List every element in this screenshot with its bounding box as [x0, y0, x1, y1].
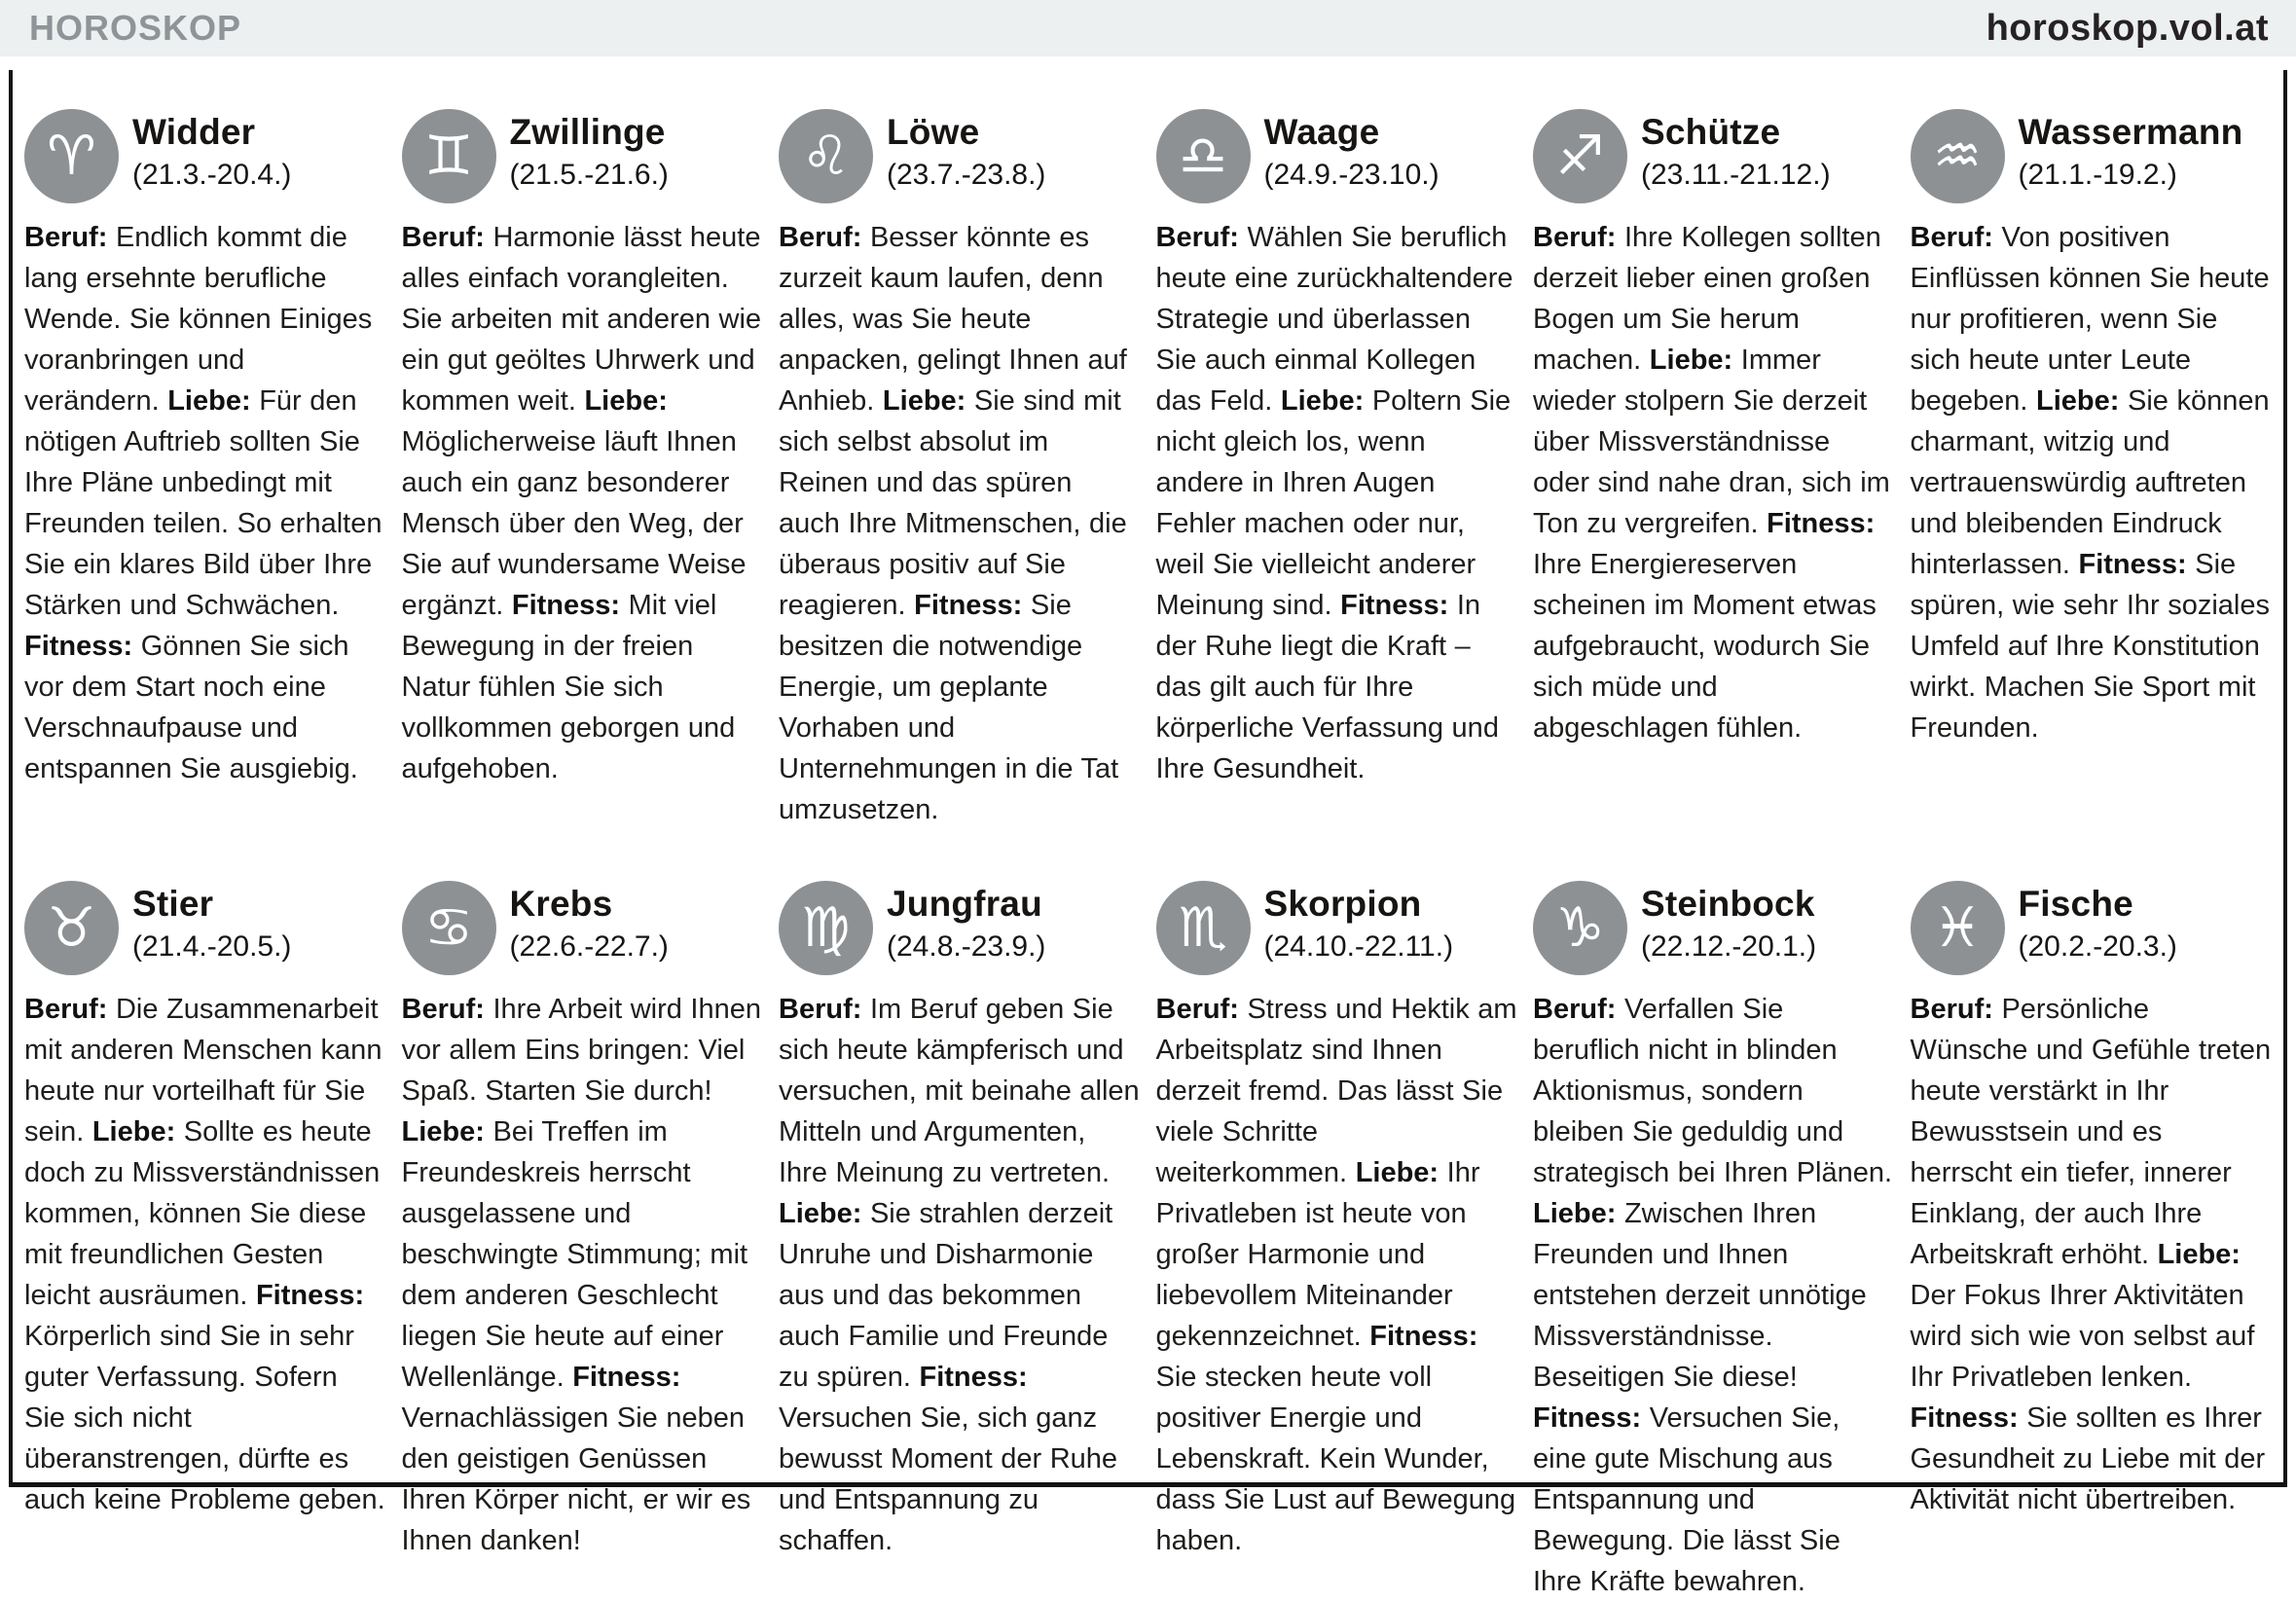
sign-text [779, 217, 1141, 830]
section-text: Sie können charmant, witzig und vertrauenswürdig auftreten und bleibenden Eindruck hinterlassen. [1910, 385, 2270, 580]
section-label: Liebe: [1533, 1198, 1617, 1229]
section-label: Beruf: [1910, 994, 1993, 1025]
sign-cell [1911, 881, 2273, 1602]
section-text: Besser könnte es zurzeit kaum laufen, denn alles, was Sie heute anpacken, gelingt Ihnen auf Anhieb. [779, 222, 1127, 417]
section-label: Beruf: [779, 994, 862, 1025]
sign-cell [1156, 109, 1518, 830]
section-text: In der Ruhe liegt die Kraft – das gilt auch für Ihre körperliche Verfassung und Ihre Gesundheit. [1155, 590, 1499, 784]
sign-header [1911, 881, 2273, 975]
section-label: Liebe: [2036, 385, 2120, 417]
sign-cell [1533, 109, 1895, 830]
sign-text [1156, 217, 1518, 789]
section-label: Beruf: [24, 994, 108, 1025]
section-text: Immer wieder stolpern Sie derzeit über Missverständnisse oder sind nahe dran, sich im Ton zu vergreifen. [1533, 345, 1890, 539]
sign-cell [24, 881, 386, 1602]
sign-header [779, 881, 1141, 975]
zodiac-glyph: ♋ [423, 895, 474, 960]
zodiac-glyph: ♒ [1932, 124, 1983, 188]
leo-lion-icon [779, 109, 873, 203]
zodiac-glyph: ♐ [1555, 124, 1605, 188]
section-text: Ihre Arbeit wird Ihnen vor allem Eins bringen: Viel Spaß. Starten Sie durch! [401, 994, 761, 1107]
section-text: Sie stecken heute voll positiver Energie und Lebenskraft. Kein Wunder, dass Sie Lust auf Bewegung haben. [1155, 1362, 1516, 1556]
sign-header [24, 109, 386, 203]
sign-cell [779, 881, 1141, 1602]
section-text: Sie spüren, wie sehr Ihr soziales Umfeld auf Ihre Konstitution wirkt. Machen Sie Sport mit Freunden. [1910, 549, 2270, 744]
zodiac-glyph: ♉ [47, 895, 96, 960]
section-label: Fitness: [2078, 549, 2187, 580]
virgo-maiden-icon [779, 881, 873, 975]
sign-name: Schütze [1641, 112, 1781, 152]
section-label: Liebe: [401, 1116, 485, 1147]
section-text: Wählen Sie beruflich heute eine zurückhaltendere Strategie und überlassen Sie auch einmal Kollegen das Feld. [1155, 222, 1513, 417]
section-label: Liebe: [2157, 1239, 2241, 1270]
section-text: Vernachlässigen Sie neben den geistigen Genüssen Ihren Körper nicht, er wir es Ihnen danken! [401, 1402, 751, 1556]
section-label: Beruf: [1910, 222, 1993, 253]
section-label: Beruf: [401, 994, 485, 1025]
zodiac-glyph: ♌ [801, 124, 851, 188]
section-text: Der Fokus Ihrer Aktivitäten wird sich wie von selbst auf Ihr Privatleben lenken. [1910, 1280, 2255, 1393]
sign-name: Jungfrau [887, 884, 1042, 924]
taurus-bull-icon [24, 881, 119, 975]
sign-cell [1911, 109, 2273, 830]
horoscope-grid [13, 70, 2283, 1597]
sagittarius-archer-icon [1533, 109, 1627, 203]
zodiac-glyph: ♎ [1178, 124, 1228, 188]
section-label: Beruf: [779, 222, 862, 253]
section-label: Liebe: [167, 385, 251, 417]
sign-name: Widder [132, 112, 256, 152]
sign-dates: (21.4.-20.5.) [132, 929, 292, 963]
section-label: Liebe: [1280, 385, 1365, 417]
sign-name: Waage [1263, 112, 1380, 152]
sign-cell [1533, 881, 1895, 1602]
section-label: Liebe: [882, 385, 966, 417]
section-label: Beruf: [1533, 222, 1617, 253]
section-text: Poltern Sie nicht gleich los, wenn andere in Ihren Augen Fehler machen oder nur, weil Sie vielleicht anderer Meinung sind. [1155, 385, 1512, 621]
sign-header [24, 881, 386, 975]
section-label: Fitness: [511, 590, 621, 621]
sign-dates: (21.5.-21.6.) [509, 158, 669, 191]
sign-dates: (23.11.-21.12.) [1641, 158, 1831, 191]
zodiac-glyph: ♍ [801, 895, 851, 960]
capricorn-goat-icon [1533, 881, 1627, 975]
section-text: Sollte es heute doch zu Missverständnissen kommen, können Sie diese mit freundlichen Gesten leicht ausräumen. [24, 1116, 381, 1311]
sign-dates: (24.8.-23.9.) [887, 929, 1046, 963]
sign-header [402, 881, 764, 975]
sign-cell [24, 109, 386, 830]
section-text: Für den nötigen Auftrieb sollten Sie Ihre Pläne unbedingt mit Freunden teilen. So erhalten Sie ein klares Bild über Ihre Stärken und Schwächen. [24, 385, 383, 621]
zodiac-glyph: ♑ [1555, 895, 1605, 960]
sign-text [1911, 217, 2273, 748]
sign-name: Krebs [509, 884, 613, 924]
zodiac-glyph: ♏ [1178, 895, 1228, 960]
section-text: Versuchen Sie, eine gute Mischung aus Entspannung und Bewegung. Die lässt Sie Ihre Kräfte bewahren. [1533, 1402, 1840, 1597]
section-label: Liebe: [91, 1116, 176, 1147]
pisces-fish-icon [1911, 881, 2005, 975]
section-text: Harmonie lässt heute alles einfach vorangleiten. Sie arbeiten mit anderen wie ein gut geöltes Uhrwerk und kommen weit. [401, 222, 762, 417]
section-label: Beruf: [24, 222, 108, 253]
sign-header [1156, 109, 1518, 203]
section-label: Liebe: [779, 1198, 862, 1229]
sign-header [1156, 881, 1518, 975]
section-text: Persönliche Wünsche und Gefühle treten heute verstärkt in Ihr Bewusstsein und es herrscht ein tiefer, innerer Einklang, der auch Ihre Arbeitskraft erhöht. [1910, 994, 2272, 1270]
section-label: Beruf: [1533, 994, 1617, 1025]
aquarius-waterbearer-icon [1911, 109, 2005, 203]
sign-header [1911, 109, 2273, 203]
sign-text [24, 989, 386, 1520]
section-text: Stress und Hektik am Arbeitsplatz sind Ihnen derzeit fremd. Das lässt Sie viele Schritte weiterkommen. [1155, 994, 1517, 1188]
section-text: Endlich kommt die lang ersehnte berufliche Wende. Sie können Einiges voranbringen und verändern. [24, 222, 373, 417]
sign-dates: (22.12.-20.1.) [1641, 929, 1817, 963]
section-label: Fitness: [1910, 1402, 2019, 1434]
libra-scales-icon [1156, 109, 1251, 203]
zodiac-glyph: ♓ [1932, 895, 1983, 960]
aries-ram-icon [24, 109, 119, 203]
section-text: Die Zusammenarbeit mit anderen Menschen kann heute nur vorteilhaft für Sie sein. [24, 994, 383, 1147]
section-text: Von positiven Einflüssen können Sie heute nur profitieren, wenn Sie sich heute unter Leute begeben. [1910, 222, 2270, 417]
scorpio-scorpion-icon [1156, 881, 1251, 975]
zodiac-glyph: ♊ [423, 124, 474, 188]
sign-header [1533, 109, 1895, 203]
section-text: Mit viel Bewegung in der freien Natur fühlen Sie sich vollkommen geborgen und aufgehoben. [401, 590, 736, 784]
section-label: Fitness: [1369, 1321, 1478, 1352]
sign-cell [779, 109, 1141, 830]
section-text: Versuchen Sie, sich ganz bewusst Moment der Ruhe und Entspannung zu schaffen. [779, 1402, 1118, 1556]
sign-text [1911, 989, 2273, 1520]
sign-header [402, 109, 764, 203]
section-label: Beruf: [401, 222, 485, 253]
section-label: Liebe: [1649, 345, 1733, 376]
sign-dates: (21.3.-20.4.) [132, 158, 292, 191]
sign-dates: (20.2.-20.3.) [2018, 929, 2177, 963]
horoscope-frame [9, 70, 2287, 1597]
sign-dates: (21.1.-19.2.) [2018, 158, 2177, 191]
section-label: Beruf: [1155, 222, 1239, 253]
sign-header [1533, 881, 1895, 975]
sign-name: Löwe [887, 112, 980, 152]
section-text: Ihr Privatleben ist heute von großer Harmonie und liebevollem Miteinander gekennzeichnet. [1155, 1157, 1480, 1352]
sign-dates: (24.10.-22.11.) [1263, 929, 1454, 963]
sign-cell [1156, 881, 1518, 1602]
section-text: Körperlich sind Sie in sehr guter Verfassung. Sofern Sie sich nicht überanstrengen, dürfte es auch keine Probleme geben. [24, 1321, 385, 1515]
sign-name: Zwillinge [509, 112, 666, 152]
sign-text [402, 217, 764, 789]
sign-text [1156, 989, 1518, 1561]
page-title: HOROSKOP [29, 8, 242, 48]
section-text: Sie sind mit sich selbst absolut im Reinen und das spüren auch Ihre Mitmenschen, die überaus positiv auf Sie reagieren. [779, 385, 1127, 621]
gemini-twins-icon [402, 109, 496, 203]
sign-text [779, 989, 1141, 1561]
sign-header [779, 109, 1141, 203]
section-text: Sie sollten es Ihrer Gesundheit zu Liebe mit der Aktivität nicht übertreiben. [1910, 1402, 2266, 1515]
section-text: Gönnen Sie sich vor dem Start noch eine Verschnaufpause und entspannen Sie ausgiebig. [24, 631, 358, 784]
section-text: Ihre Energiereserven scheinen im Moment etwas aufgebraucht, wodurch Sie sich müde und abgeschlagen fühlen. [1533, 549, 1877, 744]
sign-cell [402, 881, 764, 1602]
sign-name: Wassermann [2018, 112, 2243, 152]
section-label: Fitness: [919, 1362, 1028, 1393]
sign-dates: (23.7.-23.8.) [887, 158, 1046, 191]
section-label: Fitness: [1340, 590, 1449, 621]
sign-text [24, 217, 386, 789]
sign-name: Fische [2018, 884, 2133, 924]
sign-text [402, 989, 764, 1561]
section-label: Fitness: [572, 1362, 681, 1393]
topbar [0, 0, 2296, 56]
section-text: Bei Treffen im Freundeskreis herrscht ausgelassene und beschwingte Stimmung; mit dem anderen Geschlecht liegen Sie heute auf einer Wellenlänge. [401, 1116, 748, 1393]
sign-dates: (24.9.-23.10.) [1263, 158, 1440, 191]
section-label: Liebe: [584, 385, 668, 417]
zodiac-glyph: ♈ [47, 124, 96, 188]
section-text: Zwischen Ihren Freunden und Ihnen entstehen derzeit unnötige Missverständnisse. Beseitigen Sie diese! [1533, 1198, 1867, 1393]
section-text: Im Beruf geben Sie sich heute kämpferisch und versuchen, mit beinahe allen Mitteln und Argumenten, Ihre Meinung zu vertreten. [779, 994, 1140, 1188]
section-text: Ihre Kollegen sollten derzeit lieber einen großen Bogen um Sie herum machen. [1533, 222, 1881, 376]
section-label: Liebe: [1355, 1157, 1440, 1188]
section-label: Fitness: [1533, 1402, 1642, 1434]
sign-cell [402, 109, 764, 830]
section-label: Fitness: [1767, 508, 1876, 539]
section-label: Fitness: [24, 631, 133, 662]
section-text: Sie besitzen die notwendige Energie, um geplante Vorhaben und Unternehmungen in die Tat umzusetzen. [779, 590, 1119, 825]
section-text: Möglicherweise läuft Ihnen auch ein ganz besonderer Mensch über den Weg, der Sie auf wundersame Weise ergänzt. [401, 426, 747, 621]
section-text: Verfallen Sie beruflich nicht in blinden Aktionismus, sondern bleiben Sie geduldig und strategisch bei Ihren Plänen. [1533, 994, 1893, 1188]
sign-dates: (22.6.-22.7.) [509, 929, 669, 963]
section-label: Beruf: [1155, 994, 1239, 1025]
sign-text [1533, 989, 1895, 1602]
section-label: Fitness: [914, 590, 1023, 621]
sign-name: Skorpion [1263, 884, 1422, 924]
site-link[interactable]: horoskop.vol.at [1986, 7, 2269, 49]
section-text: Sie strahlen derzeit Unruhe und Disharmonie aus und das bekommen auch Familie und Freunde zu spüren. [779, 1198, 1113, 1393]
sign-name: Stier [132, 884, 214, 924]
sign-text [1533, 217, 1895, 748]
cancer-crab-icon [402, 881, 496, 975]
sign-name: Steinbock [1641, 884, 1815, 924]
section-label: Fitness: [255, 1280, 365, 1311]
